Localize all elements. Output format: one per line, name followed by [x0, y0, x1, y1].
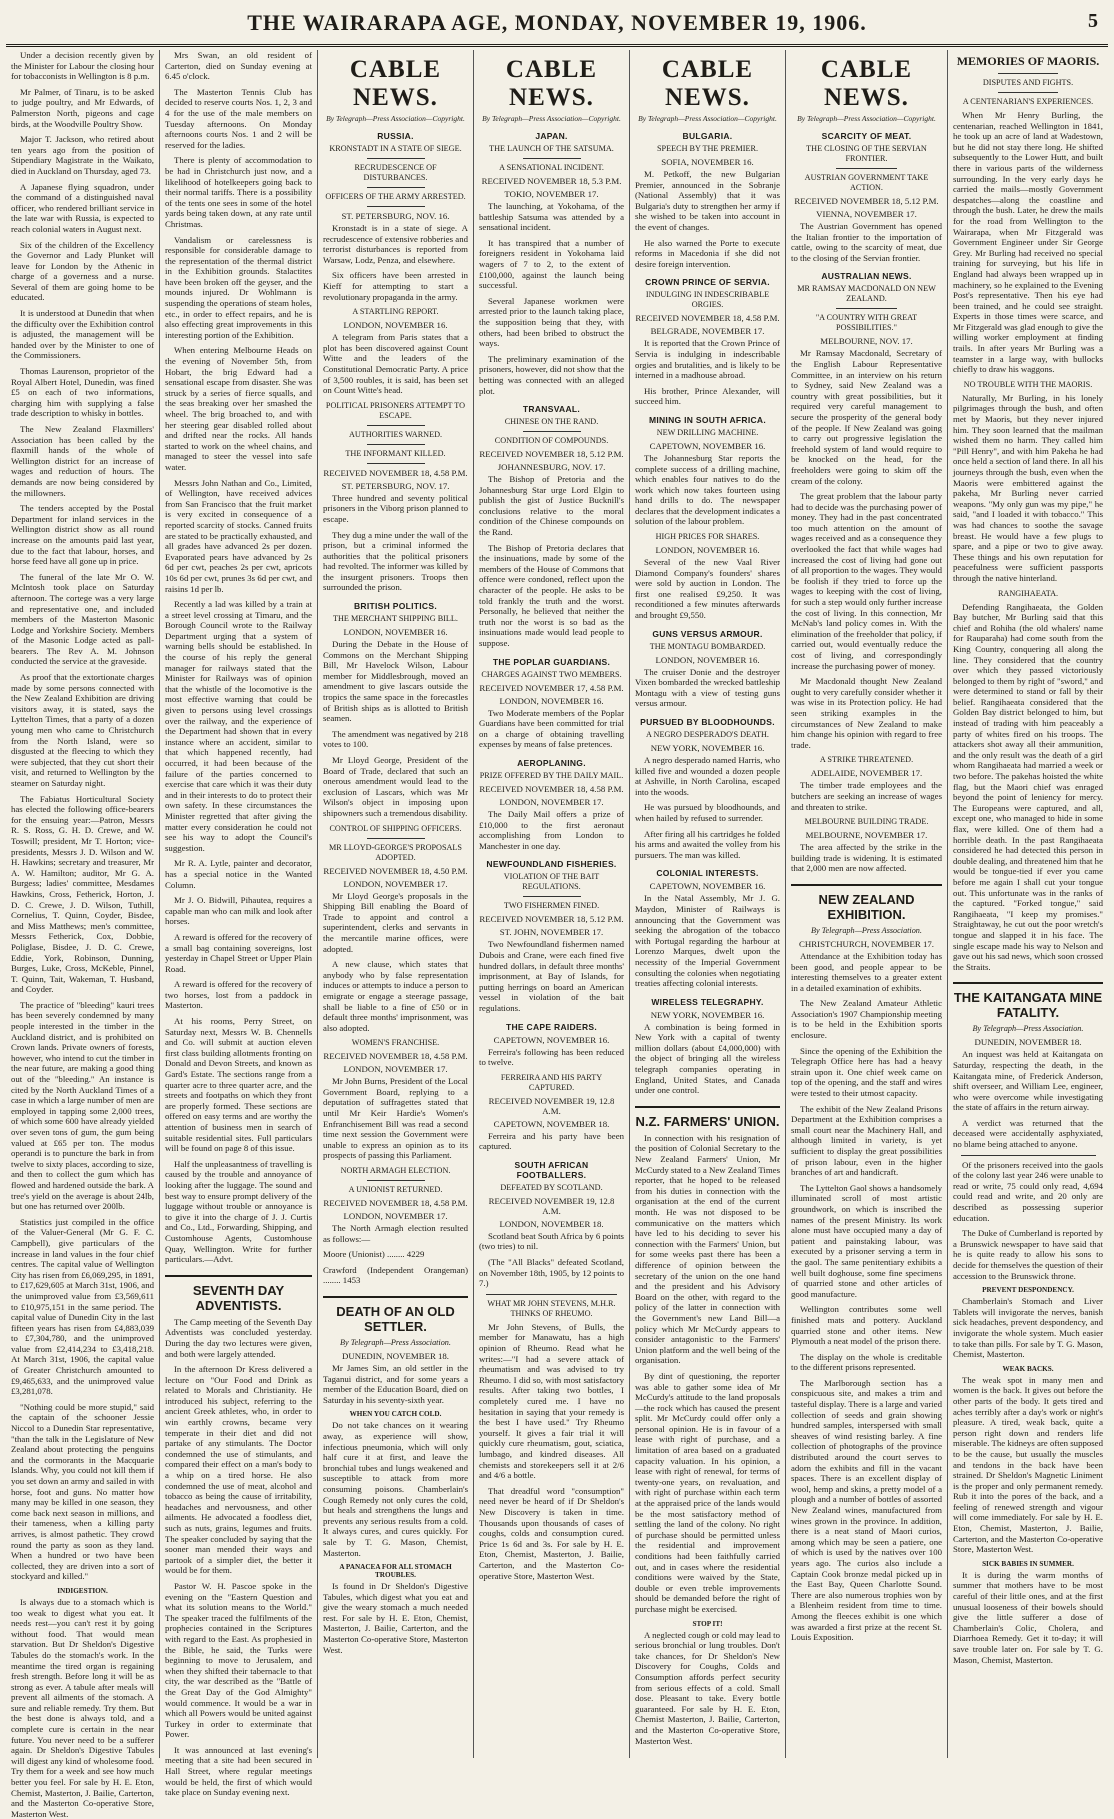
received-line: RECEIVED NOVEMBER 18, 5.12 P.M. — [479, 449, 624, 460]
advertisement-text: It is during the warm months of summer that mothers have to be most careful of their little ones, and at the first unusual looseness of their bowels should give the little sufferer a dose of Chamberlain's Colic, Cholera, and Diarrhoea Remedy. Get it to-day; it will save trouble later on. For sale by T. G. Mason, Chemist, Masterton. — [953, 1569, 1103, 1665]
subheading: TWO FISHERMEN FINED. — [503, 901, 600, 911]
section-heading: MINING IN SOUTH AFRICA. — [648, 414, 767, 425]
ad-heading: WHEN YOU CATCH COLD. — [349, 1410, 442, 1419]
cable-news-title: CABLE NEWS. — [505, 56, 598, 111]
article-paragraph: The funeral of the late Mr O. W. McIntosh took place on Saturday afternoon. The cortege was a very large and representative one, and included members of the Masterton Masonic Lodge and Yorkshire Society. Members of the Masonic Lodge acted as pall-bearers. The Rev A. M. Johnson conducted the service at the graveside. — [11, 571, 154, 667]
article-paragraph: His brother, Prince Alexander, will succeed him. — [635, 385, 780, 407]
section-heading: MEMORIES OF MAORIS. — [956, 54, 1100, 68]
article-paragraph: The launching, at Yokohama, of the battleship Satsuma was attended by a sensational incident. — [479, 201, 624, 233]
advertisement-text: Half the unpleasantness of travelling is caused by the trouble and annoyance of looking after the luggage. The sound and best way to ensure prompt delivery of the luggage without trouble or annoyance is to give it into the charge of J. J. Curtis and Co., Ltd., Forwarding, Shipping, and Customhouse Agents, Customhouse Quay, Wellington. Write for further particulars.—Advt. — [165, 1158, 312, 1265]
article-paragraph: At his rooms, Perry Street, on Saturday next, Messrs W. B. Chennells and Co. will submit at auction eleven first class building allotments fronting on Donald and Devon Streets, and known as Gard's Estate. The sections range from a quarter acre to three quarter acre, and the streets and footpaths on which they front are properly formed. These sections are offered on easy terms and are worthy the attention of business men in search of suitable residential sites. Full particulars will be found on page 8 of this issue. — [165, 1016, 312, 1154]
article-paragraph: Defending Rangihaeata, the Golden Bay butcher, Mr Burling said that this chief and Rohiha (the old whalers' name for Rauparaha) had come south from the King Country, conquering all along the line. They considered that the country over which they passed victoriously belonged to them by right of "sword," and were determined to stand or fall by their belief. Rangihaeata considered that the Golden Bay district belonged to him, but instead of trading with him peaceably a party of whites fired on his troops. The attackers shot away all their ammunition, and the only result was the death of a girl whom Rangihaeata had married a week or two before. The pakehas hoisted the white flag, but the Maori chief was enraged beyond the point of leniency for mercy. The Europeans were captured, and all, except one, who managed to hide in some flax, were killed. One of them had a horrible death. In the past Rangihaeata considered he had detected this person in double dealing, and threatened him that he would be tongue-tied if ever you came before me again I shall cut your tongue out. This unfortunate was in the ranks of the captured. "Forked tongue," said Rangihaeata, "I keep my promises." Straightaway, he cut out the poor wretch's tongue and slapped it in his face. The single escape made his way to Nelson and gave out his sad news, which soon crossed the Straits. — [953, 601, 1104, 972]
section-heading: BULGARIA. — [682, 131, 733, 141]
article-paragraph: The cruiser Donie and the destroyer Vixen bombarded the wrecked battleship Montagu with a view of testing guns versus armour. — [635, 666, 780, 709]
article-paragraph: A reward is offered for the recovery of two horses, lost from a paddock in Masterton. — [165, 979, 312, 1011]
ad-heading: A PANACEA FOR ALL STOMACH TROUBLES. — [339, 1563, 452, 1580]
article-paragraph: Wellington contributes some well finished mats and pottery. Auckland quarried stone and other items. New Plymouth a neat model of the prison there. — [791, 1304, 942, 1347]
article-paragraph: The Camp meeting of the Seventh Day Adventists was concluded yesterday. During the day two lectures were given, and both were largely attended. — [165, 1316, 312, 1359]
section-heading: AUSTRALIAN NEWS. — [821, 271, 912, 282]
column-cable-news-1 — [318, 50, 474, 1758]
subheading: AUTHORITIES WARNED. — [348, 429, 443, 439]
article-paragraph: The practice of "bleeding" kauri trees has been severely condemned by many people interested in the timber in the Auckland district, and is prohibited on Crown lands. Private owners of forests, however, who intend to cut the timber in the near future, are making a good thing out of the "bleeding." An instance is cited by the North Auckland Times of a case in which a large number of men are employed in tapping some 2,000 trees, of which some 600 have already yielded over seven tons of gum, the gum being valued at £65 per ton. The modus operandi is to puncture the bark in from twelve to sixty places, according to size, and then to collect the gum which has flowed and hardened outside the bark. A tree's yield on the average is about 24lb, but one has returned over 200lb. — [11, 999, 154, 1212]
subheading: THE MONTAGU BOMBARDED. — [649, 641, 766, 651]
received-line: RECEIVED NOVEMBER 18, 4.58 P.M. — [635, 313, 780, 324]
article-paragraph: Mr Macdonald thought New Zealand ought to very carefully consider whether it was wise in its Protection policy. He had seen striking examples in the circumstances of New Zealand to make him change his opinion with regard to free trade. — [791, 676, 942, 750]
article-paragraph: When Mr Henry Burling, the centenarian, reached Wellington in 1841, he took up an acre of land at Wadestown, but he did not stay there long. He shifted subsequently to the Lower Hutt, and built there in various parts of the wilderness surrounding. In the very early days he carried the mails—mostly Government despatches—along the coastline and through the bush. Later, he drew the mails for the road from Wellington to the Wairarapa, when Mr Fitzgerald was Government Engineer under Sir George Grey. Mr Burling had received no special training for surveying, but his life in England had always been wrapped up in machinery, so he explained to the Evening Post's representative. Then his eye had been trained, and he could see straight. Experts in those times were scarce, and Mr Fitzgerald was glad enough to give the willing worker employment at finding trails. In after years Mr Burling was a teamster in a large way, with bullocks chiefly to draw his waggons. — [953, 110, 1103, 375]
subheading: DISPUTES AND FIGHTS. — [982, 78, 1074, 87]
received-line: RECEIVED NOVEMBER 18, 4.58 P.M. — [323, 1051, 468, 1062]
article-paragraph: A combination is being formed in New York with a capital of twenty million dollars (about £4,000,000) with the object of bringing all the wireless telegraph companies operating in England, United States, and Canada under one control. — [635, 1021, 780, 1096]
column-cable-news-2 — [474, 50, 630, 1758]
section-heading: SCARCITY OF MEAT. — [821, 131, 912, 141]
article-paragraph: Statistics just compiled in the office of the Valuer-General (Mr G. F. C. Campbell), give particulars of the increase in land values in the four chief centres. The capital value of Wellington City has risen from £6,069,295, in 1891, to £17,629,605 at March 31st, 1906, and the unimproved value from £3,569,611 to £10,975,151 in the same period. The capital value of Dunedin City in the last fifteen years has risen from £4,883,039 to £7,304,780, and the unimproved value from £2,414,234 to £3,418,218. At March 31st, 1906, the capital value of Greater Christchurch amounted to £9,465,633, and the unimproved value £3,281,078. — [11, 1216, 154, 1397]
byline: By Telegraph—Press Association—Copyright. — [638, 114, 777, 123]
advertisement-text: That dreadful word "consumption" need never be heard of if Dr Sheldon's New Discovery is taken in time. Thousands upon thousands of cases of coughs, colds and consumption cured. Price 1s 6d and 3s. For sale by H. E. Eton, Chemist, Masterton, J. Bailie, Carterton, and the Masterton Co-operative Store, Masterton West. — [479, 1485, 624, 1581]
dateline: TOKIO, NOVEMBER 17. — [504, 189, 599, 199]
dateline: DUNEDIN, NOVEMBER 18. — [341, 1351, 450, 1361]
article-paragraph: Two Moderate members of the Poplar Guardians have been committed for trial on a charge of obtaining travelling expenses by means of false pretences. — [479, 707, 624, 750]
subheading: NEW DRILLING MACHINE. — [656, 427, 759, 437]
article-paragraph: M. Petkoff, the new Bulgarian Premier, announced in the Sobranje (National Assembly) that it was Bulgaria's duty to strengthen her army if she wished to be taken into account in the event of changes. — [635, 169, 780, 232]
column-cable-news-3 — [630, 50, 786, 1758]
section-heading: BRITISH POLITICS. — [353, 601, 438, 612]
article-paragraph: Six of the children of the Excellency the Governor and Lady Plunket will leave for London by the Athenic in charge of a governess and a nurse. Several of them are going home to be educated. — [11, 239, 154, 303]
article-paragraph: The timber trade employees and the butchers are seeking an increase of wages and threaten to strike. — [791, 780, 942, 812]
section-heading: NEWFOUNDLAND FISHERIES. — [486, 859, 617, 870]
subheading: CONDITION OF COMPOUNDS. — [494, 436, 609, 446]
article-paragraph: When entering Melbourne Heads on the evening of November 5th, from Hobart, the brig Edward had a sensational escape from disaster. She was struck by a series of fierce squalls, and the seas breaking over her smashed the wheel. The brig broached to, and with her steering gear disabled rolled about and drifted near the rocks. All hands started to work on the wheel chains, and managed to steer the vessel into safe water. — [165, 345, 312, 472]
section-heading: THE CAPE RAIDERS. — [505, 1021, 598, 1032]
subheading: KRONSTADT IN A STATE OF SIEGE. — [329, 144, 462, 153]
section-heading: WIRELESS TELEGRAPHY. — [651, 996, 764, 1007]
subheading: NO TROUBLE WITH THE MAORIS. — [963, 379, 1093, 389]
newspaper-title: THE WAIRARAPA AGE, MONDAY, NOVEMBER 19, 1906. — [247, 10, 867, 35]
article-paragraph: Mr Ramsay Macdonald, Secretary of the English Labour Representative Committee, in an interview on his return to Sydney, said New Zealand was a country with great possibilities, but it required very careful management to secure the prosperity of the general body of the people. If New Zealand was going to carry out progressive legislation the freehold system of land would require to be knocked on the head, for the freeholders were going to skim off the cream of the colony. — [791, 348, 942, 486]
byline: By Telegraph—Press Association. — [811, 925, 922, 935]
dateline: BELGRADE, NOVEMBER 17. — [650, 326, 765, 337]
dateline: DUNEDIN, NOVEMBER 18. — [974, 1037, 1082, 1048]
advertisement-text: Is always due to a stomach which is too weak to digest what you eat. It needs rest—you can't rest it by going without food. That would mean starvation. But Dr Sheldon's Digestive Tabules do the stomach's work. In the meantime the tired organ is regaining fresh strength. Before long it will be as strong as ever. A tabule after meals will prevent all ailments of the stomach. A sure and reliable remedy. Try them. But the best done is always told, and a complete cure is certain in the near future. You never need to be a sufferer again. Dr Sheldon's Digestive Tabules will digest any kind of wholesome food. Try them for a week and see how much better you feel. For sale by H. E. Eton, Chemist, Masterton, J. Bailie, Carterton, and the Masterton Co-operative Store, Masterton West. — [11, 1596, 154, 1819]
byline: By Telegraph—Press Association. — [340, 1338, 451, 1347]
article-paragraph: Messrs John Nathan and Co., Limited, of Wellington, have received advices from San Francisco that the fruit market is very excited in consequence of a reported scarcity of stocks. Canned fruits are stated to be practically exhausted, and all grades have advanced 2s per dozen. Evaporated pears have advanced by 2s 6d per cwt, peaches 2s per cwt, apricots 10s 6d per cwt, prunes 3s 6d per cwt, and raisins 1d per lb. — [165, 477, 312, 594]
section-heading: NEW ZEALAND EXHIBITION. — [791, 884, 942, 922]
received-line: RECEIVED NOVEMBER 17, 4.58 P.M. — [479, 682, 624, 693]
article-paragraph: Mrs Swan, an old resident of Carterton, died on Sunday evening at 6.45 o'clock. — [165, 50, 312, 82]
dateline: JOHANNESBURG, NOV. 17. — [497, 462, 606, 473]
byline: By Telegraph—Press Association. — [972, 1024, 1084, 1034]
subheading: MR LLOYD-GEORGE'S PROPOSALS ADOPTED. — [329, 842, 462, 862]
dateline: SOFIA, NOVEMBER 16. — [661, 157, 754, 167]
masthead — [6, 4, 1108, 47]
section-heading: THE POPLAR GUARDIANS. — [492, 656, 611, 667]
received-line: RECEIVED NOVEMBER 18, 5.12 P.M. — [479, 914, 624, 925]
article-paragraph: The New Zealand Amateur Athletic Association's 1907 Championship meeting is to be held in the Exhibition sports enclosure. — [791, 998, 942, 1041]
received-line: RECEIVED NOVEMBER 19, 12.8 A.M. — [488, 1195, 615, 1216]
dateline: CAPETOWN, NOVEMBER 16. — [649, 881, 766, 892]
article-paragraph: (The "All Blacks" defeated Scotland, on November 18th, 1905, by 12 points to 7.) — [479, 1257, 624, 1289]
subheading: MELBOURNE BUILDING TRADE. — [804, 817, 929, 827]
article-paragraph: Ferreira and his party have been captured. — [479, 1130, 624, 1152]
subheading: CHINESE ON THE RAND. — [504, 417, 599, 427]
section-heading: THE KAITANGATA MINE FATALITY. — [953, 982, 1103, 1020]
dateline: VIENNA, NOVEMBER 17. — [816, 209, 917, 219]
subheading: AUSTRIAN GOVERNMENT TAKE ACTION. — [804, 173, 929, 192]
article-paragraph: The area affected by the strike in the building trade is widening. It is estimated that 2,000 men are now affected. — [791, 842, 942, 874]
byline: By Telegraph—Press Association—Copyright. — [326, 114, 465, 123]
election-result: Crawford (Independent Orangeman) ........ 1453 — [323, 1264, 468, 1286]
article-paragraph: A new clause, which states that anybody who by false representation induces or attempts to induce a person to emigrate or engage a steerage passage, shall be liable to a fine of £50 or in default three months' imprisonment, was also adopted. — [323, 959, 468, 1033]
subheading: NORTH ARMAGH ELECTION. — [340, 1166, 451, 1176]
advertisement-text: Mr John Stevens, of Bulls, the member for Manawatu, has a high opinion of Rheumo. Read what he writes:—"I had a severe attack of rheumatism and was advised to try Rheumo. I did so, with most satisfactory results. After taking two bottles, I completely cured me. I have no hesitation in saying that your remedy is the best I have used." Try Rheumo yourself. It gives a fair trial it will quickly cure rheumatism, gout, sciatica, lumbago, and kindred diseases. All chemists and storekeepers sell it at 2/6 and 4/6 a bottle. — [479, 1321, 624, 1481]
received-line: RECEIVED NOVEMBER 18, 4.58 P.M. — [323, 1198, 468, 1209]
article-paragraph: The Duke of Cumberland is reported by a Brunswick newspaper to have said that he is quite ready to allow his sons to decide for themselves the question of their accession to the Brunswick throne. — [953, 1228, 1103, 1281]
article-paragraph: Since the opening of the Exhibition the Telegraph Office here has had a heavy strain upon it. One chief week came on top of the opening, and the staff and wires were tested to their utmost capacity. — [791, 1045, 942, 1099]
article-paragraph: Attendance at the Exhibition today has been good, and people appear to be interesting themselves to a greater extent in a detailed examination of exhibits. — [791, 950, 942, 993]
cable-news-title: CABLE NEWS. — [820, 56, 913, 111]
dateline: ST. PETERSBURG, NOV. 16. — [341, 211, 450, 221]
article-paragraph: The Austrian Government has opened the Italian frontier to the importation of cattle, owing to the scarcity of meat, due to the closing of the Servian frontier. — [791, 221, 942, 263]
dateline: CAPETOWN, NOVEMBER 16. — [649, 440, 766, 451]
dateline: CAPETOWN, NOVEMBER 18. — [493, 1118, 610, 1129]
article-paragraph: In the Natal Assembly, Mr J. G. Maydon, Minister of Railways is announcing that the Government was seeking the abrogation of the tobacco with Portugal regarding the harbour at Lorenzo Marques, dwelt upon the necessity of the Imperial Government consulting the colonies when negotiating treaties affecting colonial interests. — [635, 893, 780, 989]
subheading: CONTROL OF SHIPPING OFFICERS. — [329, 823, 462, 833]
article-paragraph: Pastor W. H. Pascoe spoke in the evening on the "Eastern Question and what its solution means to the World." The speaker traced the fulfilments of the prophecies contained in the Scriptures with regard to the East. As prophesied in the Bible, he said, the Turks were beginning to move to Jerusalem, and when they shifted their tabernacle to that city, the war described as the "Battle of the Great Day of the God Almighty" would commence. It would be a war in which all Powers would be united against Turkey in order to exterminate that Power. — [165, 1580, 312, 1740]
article-paragraph: The Bishop of Pretoria declares that the insinuations, made by some of the members of the House of Commons that offence were condoned, reflect upon the character of the people. He asks to be told frankly the truth and the worst. Personally, he believed that neither the truth nor the worst is so bad as the insinuations made would lead people to suppose. — [479, 542, 624, 648]
section-heading: TRANSVAAL. — [522, 404, 581, 415]
article-paragraph: The North Armagh election resulted as follows:— — [323, 1223, 468, 1244]
dateline: ST. JOHN, NOVEMBER 17. — [499, 927, 604, 938]
dateline: LONDON, NOVEMBER 16. — [499, 695, 604, 706]
received-line: RECEIVED NOVEMBER 18, 5.12 P.M. — [794, 196, 939, 206]
ad-heading: STOP IT! — [692, 1619, 723, 1628]
subheading: RANGIHAEATA. — [997, 588, 1059, 598]
subheading: A STARTLING REPORT. — [352, 307, 439, 317]
section-heading: JAPAN. — [535, 131, 568, 141]
section-heading: SOUTH AFRICAN FOOTBALLERS. — [514, 1159, 589, 1180]
article-paragraph: The Daily Mail offers a prize of £10,000 to the first aeronaut accomplishing from London to Manchester in one day. — [479, 808, 624, 851]
article-paragraph: After firing all his cartridges he folded his arms and awaited the volley from his pursuers. The man was killed. — [635, 828, 780, 860]
article-paragraph: Two Newfoundland fishermen named Dubois and Crane, were each fined five hundred dollars, in default three months' imprisonment, at Bay of Islands, for putting herrings on board an American vessel in violation of the bait regulations. — [479, 939, 624, 1013]
subheading: THE MERCHANT SHIPPING BILL. — [333, 614, 458, 624]
dateline: LONDON, NOVEMBER 17. — [343, 1064, 448, 1075]
article-paragraph: Ferreira's following has been reduced to twelve. — [479, 1046, 624, 1068]
article-paragraph: Mr James Sim, an old settler in the Taganui district, and for some years a member of the Education Board, died on Saturday in his seventy-sixth year. — [323, 1363, 468, 1405]
subheading: INDULGING IN INDESCRIBABLE ORGIES. — [645, 290, 770, 310]
article-paragraph: Three hundred and seventy political prisoners in the Viborg prison planned to escape. — [323, 492, 468, 524]
section-heading: GUNS VERSUS ARMOUR. — [652, 628, 763, 639]
article-paragraph: The Johannesburg Star reports the complete success of a drilling machine, which enables four natives to do the work which now takes fourteen using hand drills to do. The newspaper declares that the development indicates a solution of the labour problem. — [635, 452, 780, 527]
received-line: RECEIVED NOVEMBER 18, 4.50 P.M. — [323, 865, 468, 876]
cable-news-title: CABLE NEWS. — [349, 56, 442, 111]
section-heading: N.Z. FARMERS' UNION. — [635, 1106, 780, 1129]
dateline: CHRISTCHURCH, NOVEMBER 17. — [799, 938, 934, 949]
article-paragraph: The exhibit of the New Zealand Prisons Department at the Exhibition comprises a small court near the Machinery Hall, and although limited in variety, is yet sufficient to display the great possibilities of prison labour, even in the higher branches of art and handicraft. — [791, 1103, 942, 1178]
article-paragraph: Six officers have been arrested in Kieff for attempting to start a revolutionary propaganda in the army. — [323, 270, 468, 302]
page-number: 5 — [1088, 10, 1098, 32]
subheading: "A COUNTRY WITH GREAT POSSIBILITIES." — [815, 313, 918, 333]
received-line: RECEIVED NOVEMBER 18, 5.3 P.M. — [481, 176, 622, 186]
article-paragraph: He also warned the Porte to execute reforms in Macedonia if she did not desire foreign intervention. — [635, 237, 780, 269]
subheading: HIGH PRICES FOR SHARES. — [655, 532, 760, 542]
advertisement-text: The weak spot in many men and women is the back. It gives out before the other parts of the body. It gets tired and aches terribly after a day's work or night's pleasure. A tired, weak back, quite a person right down and renders life miserable. The kidneys are often supposed to be the cause, but usually the muscles and tendons in the back have been strained. Dr Sheldon's Magnetic Liniment is the proper and only permanent remedy. Rub it into the pores of the back, and a feeling of renewed strength and vigour will come immediately. For sale by H. E. Eton, Chemist, Masterton, J. Bailie, Carterton, and the Masterton Co-operative Store, Masterton West. — [953, 1374, 1103, 1555]
subheading: THE INFORMANT KILLED. — [345, 448, 446, 458]
advertisement-text: Chamberlain's Stomach and Liver Tablets will invigorate the nerves, banish sick headaches, prevent despondency, and invigorate the whole system. Much easier to take than pills. For sale by T. G. Mason, Chemist, Masterton. — [953, 1296, 1103, 1360]
section-heading: DEATH OF AN OLD SETTLER. — [323, 1296, 468, 1334]
dateline: ADELAIDE, NOVEMBER 17. — [810, 768, 923, 779]
section-heading: RUSSIA. — [377, 131, 414, 141]
dateline: LONDON, NOVEMBER 17. — [499, 796, 604, 807]
article-paragraph: Several of the new Vaal River Diamond Company's founders' shares were sold by auction in London. The first one realised £9,250. It was reconditioned a few minutes afterwards and brought £9,550. — [635, 557, 780, 621]
dateline: MELBOURNE, NOVEMBER 17. — [805, 830, 928, 841]
article-paragraph: He was pursued by bloodhounds, and when hailed by refused to surrender. — [635, 802, 780, 823]
article-paragraph: Thomas Laurenson, proprietor of the Royal Albert Hotel, Dunedin, was fined £5 on each of two informations, charging him with supplying a false trade description to whisky in bottles. — [11, 366, 154, 419]
subheading: DEFEATED BY SCOTLAND. — [500, 1182, 603, 1192]
article-paragraph: A Japanese flying squadron, under the command of a distinguished naval officer, who rendered brilliant service in the late war with Russia, is expected to reach colonial waters in August next. — [11, 181, 154, 234]
article-paragraph: Scotland beat South Africa by 6 points (two tries) to nil. — [479, 1230, 624, 1252]
subheading: RECRUDESCENCE OF DISTURBANCES. — [354, 163, 437, 182]
article-paragraph: A negro desperado named Harris, who killed five and wounded a dozen people at Ashville, in North Carolina, escaped into the woods. — [635, 755, 780, 797]
ad-heading: WHAT MR JOHN STEVENS, M.H.R. THINKS OF RHEUMO. — [487, 1298, 616, 1318]
article-paragraph: They dug a mine under the wall of the prison, but a criminal informed the authorities that the political prisoners had revolted. The informer was killed by the insurgent prisoners. Troops then surrounded the prison. — [323, 529, 468, 593]
article-paragraph: Vandalism or carelessness is responsible for considerable damage to the representation of the thermal district in the Exhibition grounds. Stalactites have been broken off the geyser, and the mounds injured. Dr Wohlmann is suspending the operations of steam holes, etc., in order to effect repairs, and he is also effecting great improvements in this interesting portion of the Exhibition. — [165, 234, 312, 340]
dateline: NEW YORK, NOVEMBER 16. — [650, 1009, 765, 1020]
article-paragraph: Mr Lloyd George, President of the Board of Trade, declared that such an onerous amendment would lead to the exclusion of Lascars, which was Mr Wilson's object in imposing upon shipowners such a tremendous disability. — [323, 755, 468, 818]
dateline: LONDON, NOVEMBER 16. — [655, 545, 760, 556]
article-paragraph: The Masterton Tennis Club has decided to reserve courts Nos. 1, 2, 3 and 4 for the use of the male members on Tuesday afternoons. On Monday afternoons courts Nos. 1 and 2 will be reserved for the ladies. — [165, 86, 312, 150]
election-result: Moore (Unionist) ........ 4229 — [323, 1249, 425, 1260]
article-paragraph: The Lyttelton Gaol shows a handsomely illuminated scroll of most artistic groundwork, on which is inscribed the names of the present Ministry. Its work alone must have occupied many a day of patient and painstaking labour, was executed by a prisoner serving a term in the gaol. The same penitentiary exhibits a well built doghouse, some fine specimens of quarried stone and other articles of good manufacture. — [791, 1182, 942, 1299]
dateline: ST. PETERSBURG, NOV. 17. — [341, 480, 450, 491]
subheading: OFFICERS OF THE ARMY ARRESTED. — [325, 192, 466, 201]
section-heading: CROWN PRINCE OF SERVIA. — [645, 277, 770, 288]
subheading: A SENSATIONAL INCIDENT. — [499, 163, 604, 172]
ad-heading: PREVENT DESPONDENCY. — [982, 1286, 1074, 1295]
dateline: LONDON, NOVEMBER 16. — [343, 320, 448, 331]
section-heading: SEVENTH DAY ADVENTISTS. — [165, 1275, 312, 1313]
article-paragraph: The great problem that the labour party had to decide was the purchasing power of money. They had in the past concentrated too much attention on the amount of wages received and as a consequence they overlooked the fact that while wages had increased the cost of living had gone out of all proportion to the wages. They would be foolish if they tried to force up the wages to keeping with the cost of living, for such a step would only further increase the cost of living. In this connection, Mr McNab's land policy comes in. With the elimination of the freeholder that policy, if carried out, would eventually reduce the cost of living, and correspondingly increase the purchasing power of money. — [791, 491, 942, 671]
article-paragraph: The Bishop of Pretoria and the Johannesburg Star urge Lord Elgin to publish the gist of Justice Bucknill's conclusions relative to the moral condition of the Chinese compounds on the Rand. — [479, 474, 624, 538]
article-paragraph: By dint of questioning, the reporter was able to gather some idea of Mr McCurdy's attitude to the land proposals—the rock which has caused the present split. Mr McCurdy could offer only a personal opinion. He is in favour of a lease with right of purchase, and a limitation of area based on a graduated capacity valuation. In his opinion, a lease with right of renewal, for terms of twenty-one years, on revaluation, and with right of purchase within each term at the appraised price of the lands would be the most satisfactory method of settling the land of the colony. No right of purchase should be permitted unless the residential and improvement conditions had been faithfully carried out, and in cases where the residential conditions were waived by the State, double or even treble improvements should be demanded before the right of purchase might be exercised. — [635, 1370, 780, 1614]
article-paragraph: It is understood at Dunedin that when the difficulty over the Exhibition control is adjusted, the management will be handed over by the Minister to one of the Commissioners. — [11, 308, 154, 361]
received-line: RECEIVED NOVEMBER 18, 4.58 P.M. — [323, 467, 468, 478]
advertisement-text: A neglected cough or cold may lead to serious bronchial or lung troubles. Don't take chances, for Dr Sheldon's New Discovery for Coughs, Colds and Consumption affords perfect security from serious effects of a cold. Small dose. Pleasant to take. Every bottle guaranteed. For sale by H. E. Eton, Chemist Masterton, J. Bailie, Carterton, and the Masterton Co-operative Store, Masterton West. — [635, 1629, 780, 1746]
column-features — [948, 50, 1108, 1758]
column-local-news-1 — [6, 50, 160, 1819]
article-paragraph: The New Zealand Flaxmillers' Association has been called by the flaxmill hands of the whole of Wellington district for an increase of wages and reduction of hours. The demands are now being considered by the millowners. — [11, 424, 154, 498]
article-paragraph: The display on the whole is creditable to the different prisons represented. — [791, 1351, 942, 1373]
article-paragraph: Several Japanese workmen were arrested prior to the launch taking place, the supposition being that they, with others, had been bribed to obstruct the ways. — [479, 295, 624, 349]
article-paragraph: Major T. Jackson, who retired about ten years ago from the position of Stipendiary Magistrate in the Waikato, died in Auckland on Thursday, aged 73. — [11, 134, 154, 176]
subheading: A STRIKE THREATENED. — [819, 755, 914, 765]
subheading: WOMEN'S FRANCHISE. — [351, 1038, 440, 1048]
subheading: A NEGRO DESPERADO'S DEATH. — [646, 730, 769, 739]
article-paragraph: Mr R. A. Lytle, painter and decorator, has a special notice in the Wanted Column. — [165, 858, 312, 890]
advertisement-text: Is found in Dr Sheldon's Digestive Tabules, which digest what you eat and give the weary stomach a much needed rest. For sale by H. E. Eton, Chemist, Masterton, J. Bailie, Carterton, and the Masterton Co-operative Store, Masterton West. — [323, 1581, 468, 1655]
dateline: LONDON, NOVEMBER 16. — [655, 654, 760, 665]
dateline: LONDON, NOVEMBER 17. — [343, 878, 448, 889]
section-heading: AEROPLANING. — [517, 757, 586, 768]
article-paragraph: Recently a lad was killed by a train at a street level crossing at Timaru, and the Borough Council wrote to the Railway Department urging that a system of warning bells should be established. In the course of his reply the general manager for railways stated that the Minister for Railways was of opinion that the whistle of the locomotive is the most effective warning that could be given to persons using level crossings over the railway, and the experience of the Department had shown that in every instance where an accident, similar to that which happened recently, had occurred, it had been because of the failure of the parties concerned to exercise that care which it was their duty and in their interests to do to protect their own safety. In these circumstances the Minister regretted that after giving the matter every consideration he could not see his way to adopt the Council's suggestion. — [165, 599, 312, 853]
article-paragraph: The amendment was negatived by 218 votes to 100. — [323, 728, 468, 750]
received-line: RECEIVED NOVEMBER 19, 12.8 A.M. — [488, 1095, 615, 1116]
cable-news-title: CABLE NEWS. — [661, 56, 754, 111]
article-paragraph: Mr J. O. Bidwill, Pihautea, requires a capable man who can milk and look after horses. — [165, 895, 312, 927]
article-paragraph: Mr John Burns, President of the Local Government Board, replying to a deputation of suffragettes stated that until Mr Keir Hardie's Women's Enfranchisement Bill was read a second time next session the Government were unable to express an opinion as to its prospects of passing this Parliament. — [323, 1076, 468, 1161]
subheading: A CENTENARIAN'S EXPERIENCES. — [962, 97, 1094, 106]
subheading: POLITICAL PRISONERS ATTEMPT TO ESCAPE. — [325, 400, 466, 420]
article-paragraph: An inquest was held at Kaitangata on Saturday, respecting the death, in the Kaitangata mine, of Frederick Anderson, shift overseer, and William Lee, engineer, who were overcome while investigating the state of affairs in the return airway. — [953, 1049, 1103, 1113]
section-heading: PURSUED BY BLOODHOUNDS. — [640, 717, 775, 727]
dateline: LONDON, NOVEMBER 17. — [343, 1211, 448, 1222]
subheading: MR RAMSAY MACDONALD ON NEW ZEALAND. — [797, 284, 936, 304]
article-paragraph: There is plenty of accommodation to be had in Christchurch just now, and a likelihood of hotelkeepers going back to their normal tariffs. There is a possibility of the tents one sees in some of the hotel yards being taken down, at any rate until Christmas. — [165, 155, 312, 229]
article-paragraph: It is reported that the Crown Prince of Servia is indulging in indescribable orgies and brutalities, and is likely to be interned in a madhouse abroad. — [635, 338, 780, 381]
ad-heading: WEAK BACKS. — [1002, 1364, 1054, 1373]
columns — [6, 50, 1108, 1819]
subheading: THE CLOSING OF THE SERVIAN FRONTIER. — [806, 144, 927, 163]
subheading: CHARGES AGAINST TWO MEMBERS. — [481, 669, 622, 679]
article-paragraph: Of the prisoners received into the gaols of the colony last year 246 were unable to read or write, 75 could only read, 4,694 could read and write, and 20 only are described as possessing superior education. — [953, 1159, 1103, 1223]
article-paragraph: Mr Palmer, of Tinaru, is to be asked to judge poultry, and Mr Edwards, of Palmerston North, pigeons and cage birds, at the Woodville Poultry Show. — [11, 86, 154, 129]
byline: By Telegraph—Press Association—Copyright. — [797, 114, 936, 123]
subheading: PRIZE OFFERED BY THE DAILY MAIL. — [479, 770, 624, 780]
article-paragraph: "Nothing could be more stupid," said the captain of the schooner Jessie Niccol to a Dunedin Star representative, "than the talk in the Legislature of New Zealand about protecting the penguins and the cormorants in the Macquarie Islands. Why, you could not kill them if you set down an army and sailed in with horse, foot and guns. No matter how many may be killed in one season, they come back next season in millions, and their tameness, when a killing party arrives, is almost pathetic. They crowd round the party as soon as they land. When a hundred or two have been collected, they are driven into a sort of stockyard and killed." — [11, 1401, 154, 1582]
ad-heading: SICK BABIES IN SUMMER. — [982, 1559, 1074, 1568]
ad-heading: INDIGESTION. — [57, 1586, 108, 1595]
article-paragraph: The Marlborough section has a conspicuous site, and makes a trim and tasteful display. There is a large and varied collection of seeds and grain showing hundred samples, interspersed with small sheaves of wind resisting barley. A fine collection of photographs of the province distributed around the court serves to adorn the exhibits and fill in the vacant spaces. There is an excellent display of wool, hemp and skins, a pretty model of a plough and a number of bottles of assorted New Zealand wines, manufactured from wines grown in the province. In addition, there is a neat stand of Maori curios, among which may be seen a patiere, one of which is used by the natives over 100 years ago. The curios also include a Captain Cook bronze medal picked up in the East Bay, Queen Charlotte Sound. There are also numerous trophies won by a Blenheim resident from time to time. Among the fleeces exhibit is one which was awarded a first prize at the recent St. Louis Exposition. — [791, 1377, 942, 1643]
byline: By Telegraph—Press Association—Copyright. — [482, 114, 621, 123]
subheading: VIOLATION OF THE BAIT REGULATIONS. — [503, 872, 600, 892]
advertisement-text: Do not take chances on it wearing away, as experience will show, infectious pneumonia, which will only half cure it at first, and leave the bronchial tubes and lungs weakened and susceptible to attack from more consuming poisons. Chamberlain's Cough Remedy not only cures the cold, but heals and strengthens the lungs and prevents any serious results from a cold. It always cures, and cures quickly. For sale by T. G. Mason, Chemist, Masterton. — [323, 1420, 468, 1558]
dateline: CAPETOWN, NOVEMBER 16. — [493, 1034, 610, 1045]
dateline: LONDON, NOVEMBER 16. — [343, 627, 448, 638]
article-paragraph: A telegram from Paris states that a plot has been discovered against Count Witte and the leaders of the Constitutional Democratic Party. A price of 3,500 roubles, it is said, has been set on Count Witte's head. — [323, 332, 468, 396]
article-paragraph: Kronstadt is in a state of siege. A recrudescence of extensive robberies and terrorist disturbances is reported from Warsaw, Lodz, Penza, and elsewhere. — [323, 223, 468, 265]
article-paragraph: A reward is offered for the recovery of a small bag containing sovereigns, lost yesterday in Chapel Street or Upper Plain Road. — [165, 931, 312, 974]
subheading: SPEECH BY THE PREMIER. — [657, 144, 758, 153]
column-local-news-2 — [160, 50, 318, 1798]
subheading: FERREIRA AND HIS PARTY CAPTURED. — [500, 1072, 603, 1092]
article-paragraph: A verdict was returned that the deceased were accidentally asphyxiated, no blame being attached to anyone. — [953, 1117, 1103, 1150]
article-paragraph: Mr Lloyd George's proposals in the Shipping Bill enabling the Board of Trade to appoint and control a superintendent, clerks and servants in the mercantile marine offices, were adopted. — [323, 890, 468, 954]
article-paragraph: The tenders accepted by the Postal Department for inland services in the Wellington district show as all round increase on the amounts paid last year, due to the fact that labour, horses, and horse feed have all gone up in price. — [11, 503, 154, 567]
subheading: A UNIONIST RETURNED. — [348, 1185, 443, 1195]
column-cable-news-4 — [786, 50, 948, 1758]
article-paragraph: In the afternoon Dr Kress delivered a lecture on "Our Food and Drink as related to Morals and Christianity. He introduced his subject, referring to the ancient Greek athletes, who, in order to win earthly crowns, became very temperate in their diet and did not partake of any stimulants. The Doctor condemned the use of stimulants, and compared their effect on a man's body to a whip on a tired horse. He also condemned the use of meat, alcohol and tobacco as being the cause of irritability, headaches and nervousness, and other ailments. He advocated a foodless diet, such as nuts, grains, legumes and fruits. The speaker concluded by saying that the sooner man mended their ways and partook of a simpler diet, the better it would be for them. — [165, 1364, 312, 1576]
article-paragraph: During the Debate in the House of Commons on the Merchant Shipping Bill, Mr Havelock Wilson, Labour member for Middlesbrough, moved an amendment to give lascars outside the tropics the same space in the forecastles of British ships as is allotted to British seamen. — [323, 639, 468, 724]
section-heading: COLONIAL INTERESTS. — [656, 868, 759, 879]
dateline: LONDON, NOVEMBER 18. — [499, 1218, 604, 1229]
dateline: MELBOURNE, NOV. 17. — [820, 336, 913, 347]
subheading: THE LAUNCH OF THE SATSUMA. — [489, 144, 614, 153]
article-paragraph: In connection with his resignation of the position of Colonial Secretary to the New Zealand Farmers' Union, Mr McCurdy stated to a New Zealand Times reporter, that he hoped to be released from his duties in connection with the organisation at the end of the current month. He was not disposed to be communicative on the matters which have led to his deciding to sever his connection with the Farmers' Union, but for some weeks past there has been a difference of opinion between the secretary of the union on the one hand and the president and his Advisory Board on the other, with regard to the policy of the latter in connection with the Government's new Land Bill—a policy which Mr McCurdy appears to consider antagonistic to the Farmers' Union platform and the well being of the organisation. — [635, 1132, 780, 1366]
dateline: NEW YORK, NOVEMBER 16. — [650, 743, 765, 753]
article-paragraph: Under a decision recently given by the Minister for Labour the closing hour for tobacconists in Wellington is 8 p.m. — [11, 50, 154, 82]
article-paragraph: It was announced at last evening's meeting that a site had been secured in Hall Street, where regular meetings would be held, the first of which would take place on Sunday evening next. — [165, 1744, 312, 1798]
received-line: RECEIVED NOVEMBER 18, 4.58 P.M. — [479, 783, 624, 794]
article-paragraph: Naturally, Mr Burling, in his lonely pilgrimages through the bush, and often met by Maoris, but they never injured him. They soon learned that the mailman wished them no harm. They called him "Pill Henry", and with him Pakeha he had once held a section of land there. In all his journeys through the bush, even when the Maoris were embittered against the pakeha, Mr Burling never carried weapons. "My only gun was my pipe," he said, "and I loaded it with tobacco." This was had chances to soothe the savage breast. He would have a few plugs to spare, and a pipe or two to give away. These things and his own reputation for peacefulness were sufficient passports through the native hinterland. — [953, 392, 1103, 583]
article-paragraph: The preliminary examination of the prisoners, however, did not show that the betting was connected with an alleged plot. — [479, 353, 624, 396]
article-paragraph: As proof that the extortionate charges made by some persons connected with the New Zealand Exhibition are driving visitors away, it is stated, says the Lyttelton Times, that a party of a dozen young men who came to Christchurch from the North Island, were so disgusted at the fleecing to which they were subjected, that they cut short their visit, and returned to Wellington by the steamer on Saturday night. — [11, 672, 154, 788]
article-paragraph: It has transpired that a number of foreigners resident in Yokohama laid wagers of 7 to 2, to the extent of £100,000, against the launch being successful. — [479, 237, 624, 291]
article-paragraph: The Fabiatus Horticultural Society has elected the following office-bearers for the ensuing year:—Patron, Messrs R. S. Ross, G. H. D. Crewe, and W. Toswill; president, Mr T. Horton; vice-presidents, Messrs J. D. Wilson and W. H. Hawkins; secretary and treasurer, Mr A. W. Hamilton; auditor, Mr G. A. Burgess; ladies' committee, Mesdames Hawkins, Cross, Fetherick, Horton, J. D. C. Crewe, J. D. Wilson, Tuthill, Cornelius, T. Quinn, Coyder, Bisdee, and Miss Matthews; men's committee, Messrs Fetherick, Cox, Dobbie, Poliglase, Bisdee, J. D. C. Crewe, Eddie, York, Robinson, Dunning, Burges, Luke, Cross, McKeble, Pinnel, T. Quinn, Tait, Wakeman, T. Husband, and Coyder. — [11, 793, 154, 995]
